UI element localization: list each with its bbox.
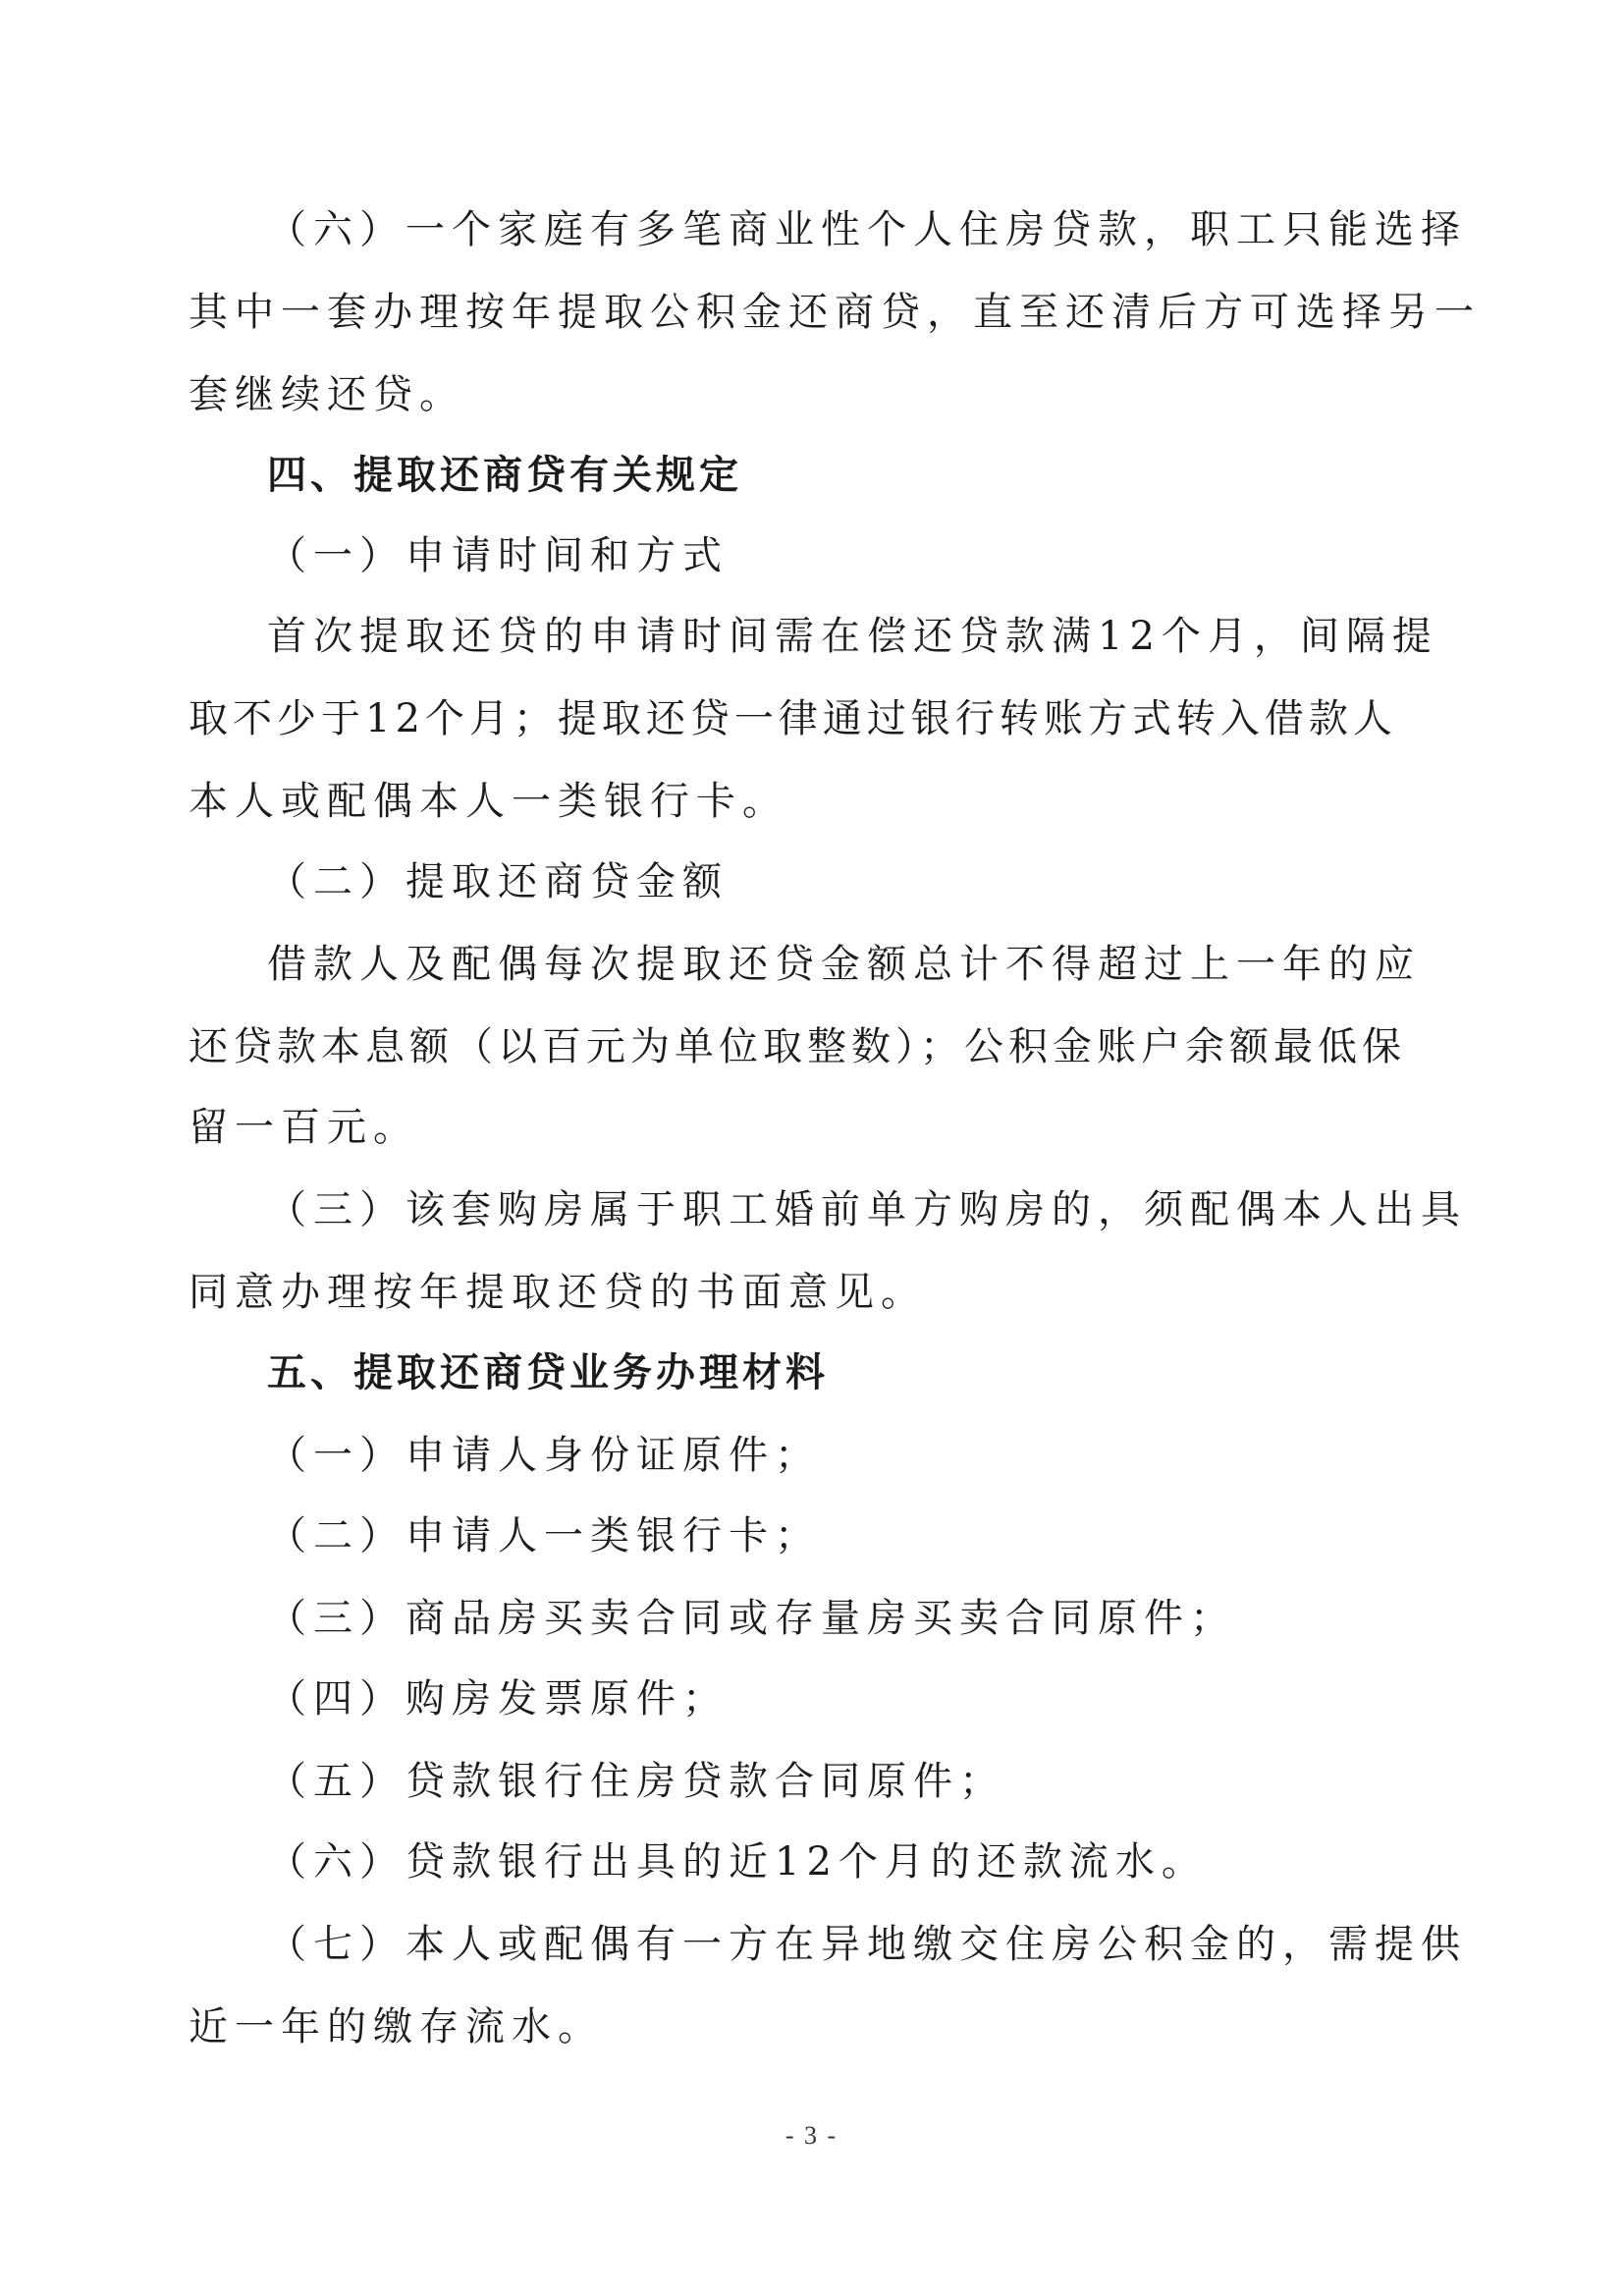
list-item: （二）申请人一类银行卡； — [267, 1513, 821, 1558]
list-item: （四）购房发票原件； — [267, 1676, 729, 1722]
paragraph-line: （三）该套购房属于职工婚前单方购房的，须配偶本人出具 — [267, 1187, 1467, 1232]
paragraph-line: 留一百元。 — [189, 1105, 419, 1150]
list-item: （三）商品房买卖合同或存量房买卖合同原件； — [267, 1596, 1236, 1641]
paragraph-line: 首次提取还贷的申请时间需在偿还贷款满12个月，间隔提 — [267, 614, 1438, 659]
list-item: （七）本人或配偶有一方在异地缴交住房公积金的，需提供 — [267, 1922, 1467, 1967]
section-heading-4: 四、提取还商贷有关规定 — [267, 453, 742, 498]
paragraph-line: 套继续还贷。 — [189, 372, 465, 417]
paragraph-line: 取不少于12个月；提取还贷一律通过银行转账方式转入借款人 — [189, 696, 1397, 741]
paragraph-line: （六）一个家庭有多笔商业性个人住房贷款，职工只能选择 — [267, 207, 1467, 252]
page-number: - 3 - — [784, 2121, 839, 2150]
list-item: （六）贷款银行出具的近12个月的还款流水。 — [267, 1839, 1208, 1885]
paragraph-line: 同意办理按年提取还贷的书面意见。 — [189, 1270, 927, 1315]
list-item: （五）贷款银行住房贷款合同原件； — [267, 1759, 1005, 1804]
paragraph-line: 本人或配偶本人一类银行卡。 — [189, 779, 788, 824]
subsection-heading: （一）申请时间和方式 — [267, 533, 729, 578]
section-heading-5: 五、提取还商贷业务办理材料 — [267, 1350, 829, 1395]
subsection-heading: （二）提取还商贷金额 — [267, 859, 729, 904]
paragraph-line: 借款人及配偶每次提取还贷金额总计不得超过上一年的应 — [267, 942, 1421, 987]
paragraph-line: 还贷款本息额（以百元为单位取整数）；公积金账户余额最低保 — [189, 1024, 1406, 1069]
list-item-continuation: 近一年的缴存流水。 — [189, 2004, 604, 2050]
list-item: （一）申请人身份证原件； — [267, 1433, 821, 1478]
paragraph-line: 其中一套办理按年提取公积金还商贷，直至还清后方可选择另一 — [189, 290, 1481, 335]
